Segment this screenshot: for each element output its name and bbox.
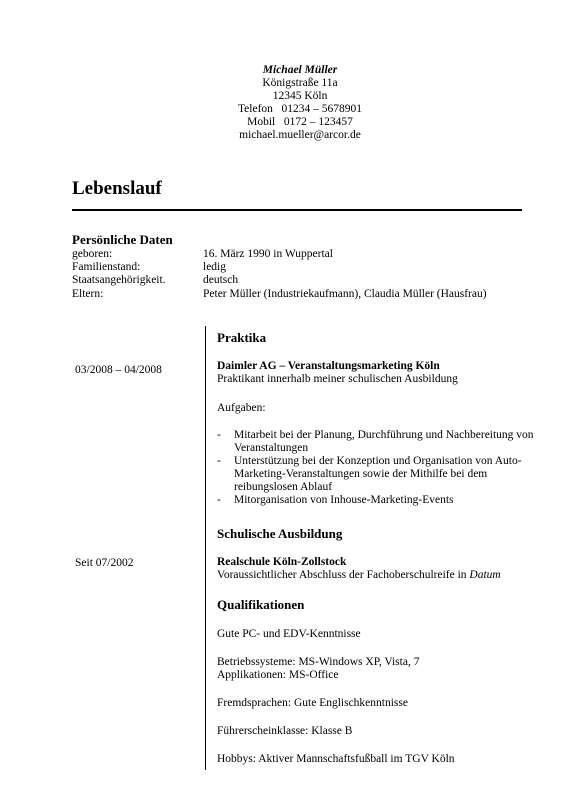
marital-label: Familienstand:	[72, 261, 141, 273]
internship-company: Daimler AG – Veranstaltungsmarketing Köln	[217, 360, 440, 372]
contact-header	[150, 64, 450, 142]
birth-label: geboren:	[72, 248, 113, 260]
task-text-line: Veranstaltungen	[234, 442, 309, 454]
task-text-line: reibungslosen Ablauf	[234, 481, 333, 493]
birth-value: 16. März 1990 in Wuppertal	[203, 248, 333, 260]
hobbies: Hobbys: Aktiver Mannschaftsfußball im TGV Köln	[217, 753, 455, 765]
list-item	[217, 455, 557, 494]
applications: Applikationen: MS-Office	[217, 669, 339, 681]
qualifications-heading: Qualifikationen	[217, 597, 305, 612]
parents-value: Peter Müller (Industriekaufmann), Claudia Müller (Hausfrau)	[203, 288, 487, 300]
internship-role: Praktikant innerhalb meiner schulischen Ausbildung	[217, 373, 458, 385]
title-divider	[72, 209, 522, 211]
tasks-list	[217, 429, 557, 507]
languages: Fremdsprachen: Gute Englischkenntnisse	[217, 697, 408, 709]
city-address: 12345 Köln	[272, 90, 328, 102]
tasks-label: Aufgaben:	[217, 402, 266, 414]
list-item	[217, 494, 557, 507]
street-address: Königstraße 11a	[262, 77, 338, 89]
bullet-dash: -	[217, 455, 221, 467]
bullet-dash: -	[217, 494, 221, 506]
driving-license: Führerscheinklasse: Klasse B	[217, 725, 353, 737]
list-item	[217, 429, 557, 455]
parents-label: Eltern:	[72, 288, 104, 300]
marital-value: ledig	[203, 261, 226, 273]
internship-date: 03/2008 – 04/2008	[75, 364, 162, 376]
task-text-line: Marketing-Veranstaltungen sowie der Mithilfe bei dem	[234, 468, 488, 480]
task-text-line: Mitarbeit bei der Planung, Durchführung und Nachbereitung von	[234, 429, 534, 441]
phone-number: Telefon 01234 – 5678901	[237, 103, 363, 115]
task-text-line: Unterstützung bei der Konzeption und Organisation von Auto-	[234, 455, 522, 467]
task-text-line: Mitorganisation von Inhouse-Marketing-Events	[234, 494, 454, 506]
email-address: michael.mueller@arcor.de	[239, 129, 361, 141]
school-detail-date-placeholder: Datum	[469, 569, 501, 581]
education-date: Seit 07/2002	[75, 557, 134, 569]
applicant-name: Michael Müller	[262, 64, 338, 76]
education-heading: Schulische Ausbildung	[217, 526, 343, 541]
school-detail-text: Voraussichtlicher Abschluss der Fachoberschulreife in	[217, 569, 470, 581]
pc-skills: Gute PC- und EDV-Kenntnisse	[217, 628, 361, 640]
operating-systems: Betriebssysteme: MS-Windows XP, Vista, 7	[217, 656, 420, 668]
school-detail	[217, 569, 501, 582]
timeline-divider	[205, 326, 206, 770]
bullet-dash: -	[217, 429, 221, 441]
nationality-value: deutsch	[203, 274, 239, 286]
personal-data-heading: Persönliche Daten	[72, 232, 173, 247]
nationality-label: Staatsangehörigkeit.	[72, 274, 166, 286]
mobile-number: Mobil 0172 – 123457	[247, 116, 353, 128]
document-title: Lebenslauf	[72, 178, 162, 199]
school-name: Realschule Köln-Zollstock	[217, 556, 347, 568]
internships-heading: Praktika	[217, 330, 267, 345]
